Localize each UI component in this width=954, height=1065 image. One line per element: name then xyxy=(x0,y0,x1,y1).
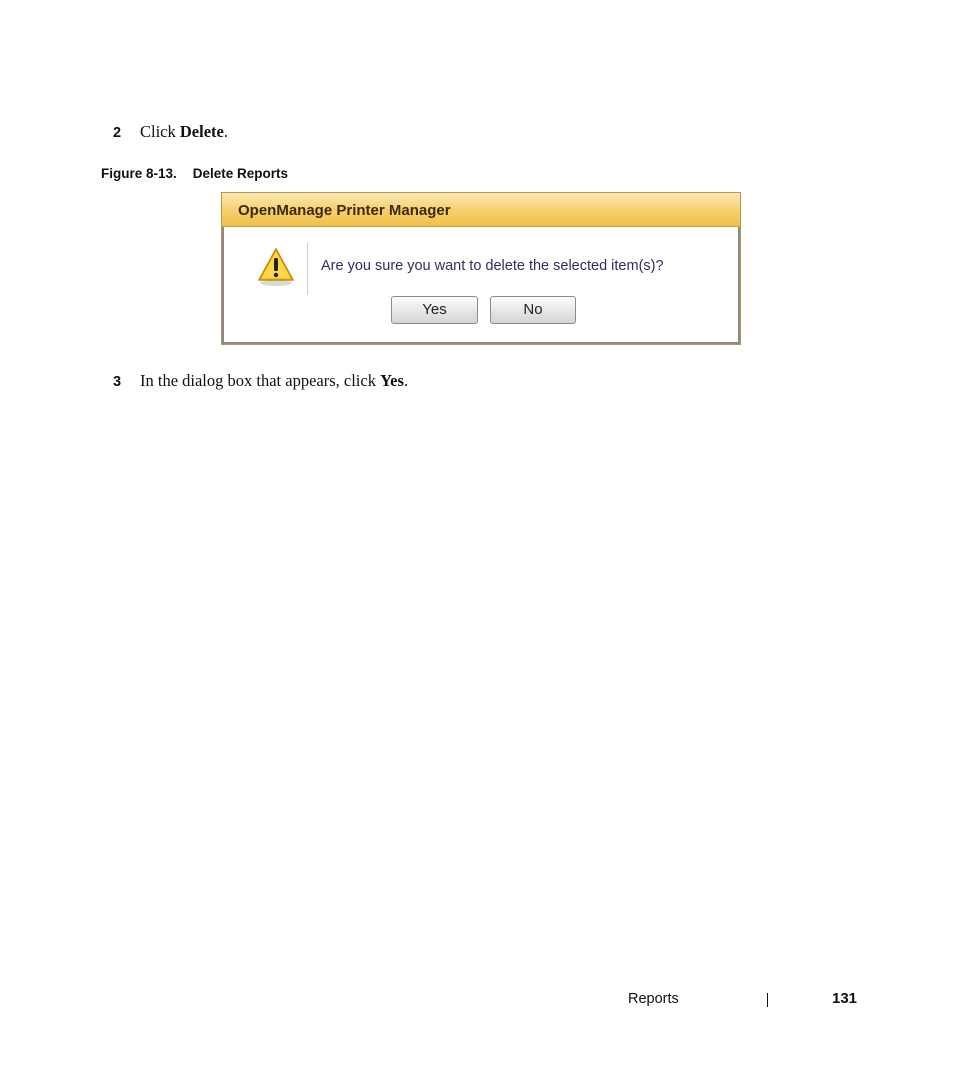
figure-title: Delete Reports xyxy=(192,166,289,181)
step-suffix: . xyxy=(403,371,409,390)
step-2 xyxy=(113,122,228,142)
dialog-divider xyxy=(307,243,308,295)
step-number: 2 xyxy=(113,125,122,141)
footer-separator xyxy=(767,993,768,1007)
dialog-message: Are you sure you want to delete the selected item(s)? xyxy=(321,258,664,274)
dialog-title: OpenManage Printer Manager xyxy=(222,193,740,227)
step-text: In the dialog box that appears, click xyxy=(140,371,381,390)
step-suffix: . xyxy=(223,122,228,141)
warning-icon xyxy=(257,247,295,287)
no-button[interactable]: No xyxy=(490,296,576,324)
step-3 xyxy=(113,371,408,391)
step-number: 3 xyxy=(113,374,122,390)
dialog-body xyxy=(222,227,740,344)
figure-label: Figure 8-13. xyxy=(101,166,177,181)
footer-section: Reports xyxy=(628,991,679,1007)
step-emphasis: Yes xyxy=(380,371,404,390)
figure-caption xyxy=(101,166,288,181)
step-emphasis: Delete xyxy=(179,122,224,141)
step-text: Click xyxy=(140,122,180,141)
yes-button[interactable]: Yes xyxy=(391,296,478,324)
page-number: 131 xyxy=(832,990,858,1007)
confirm-dialog xyxy=(221,192,741,345)
